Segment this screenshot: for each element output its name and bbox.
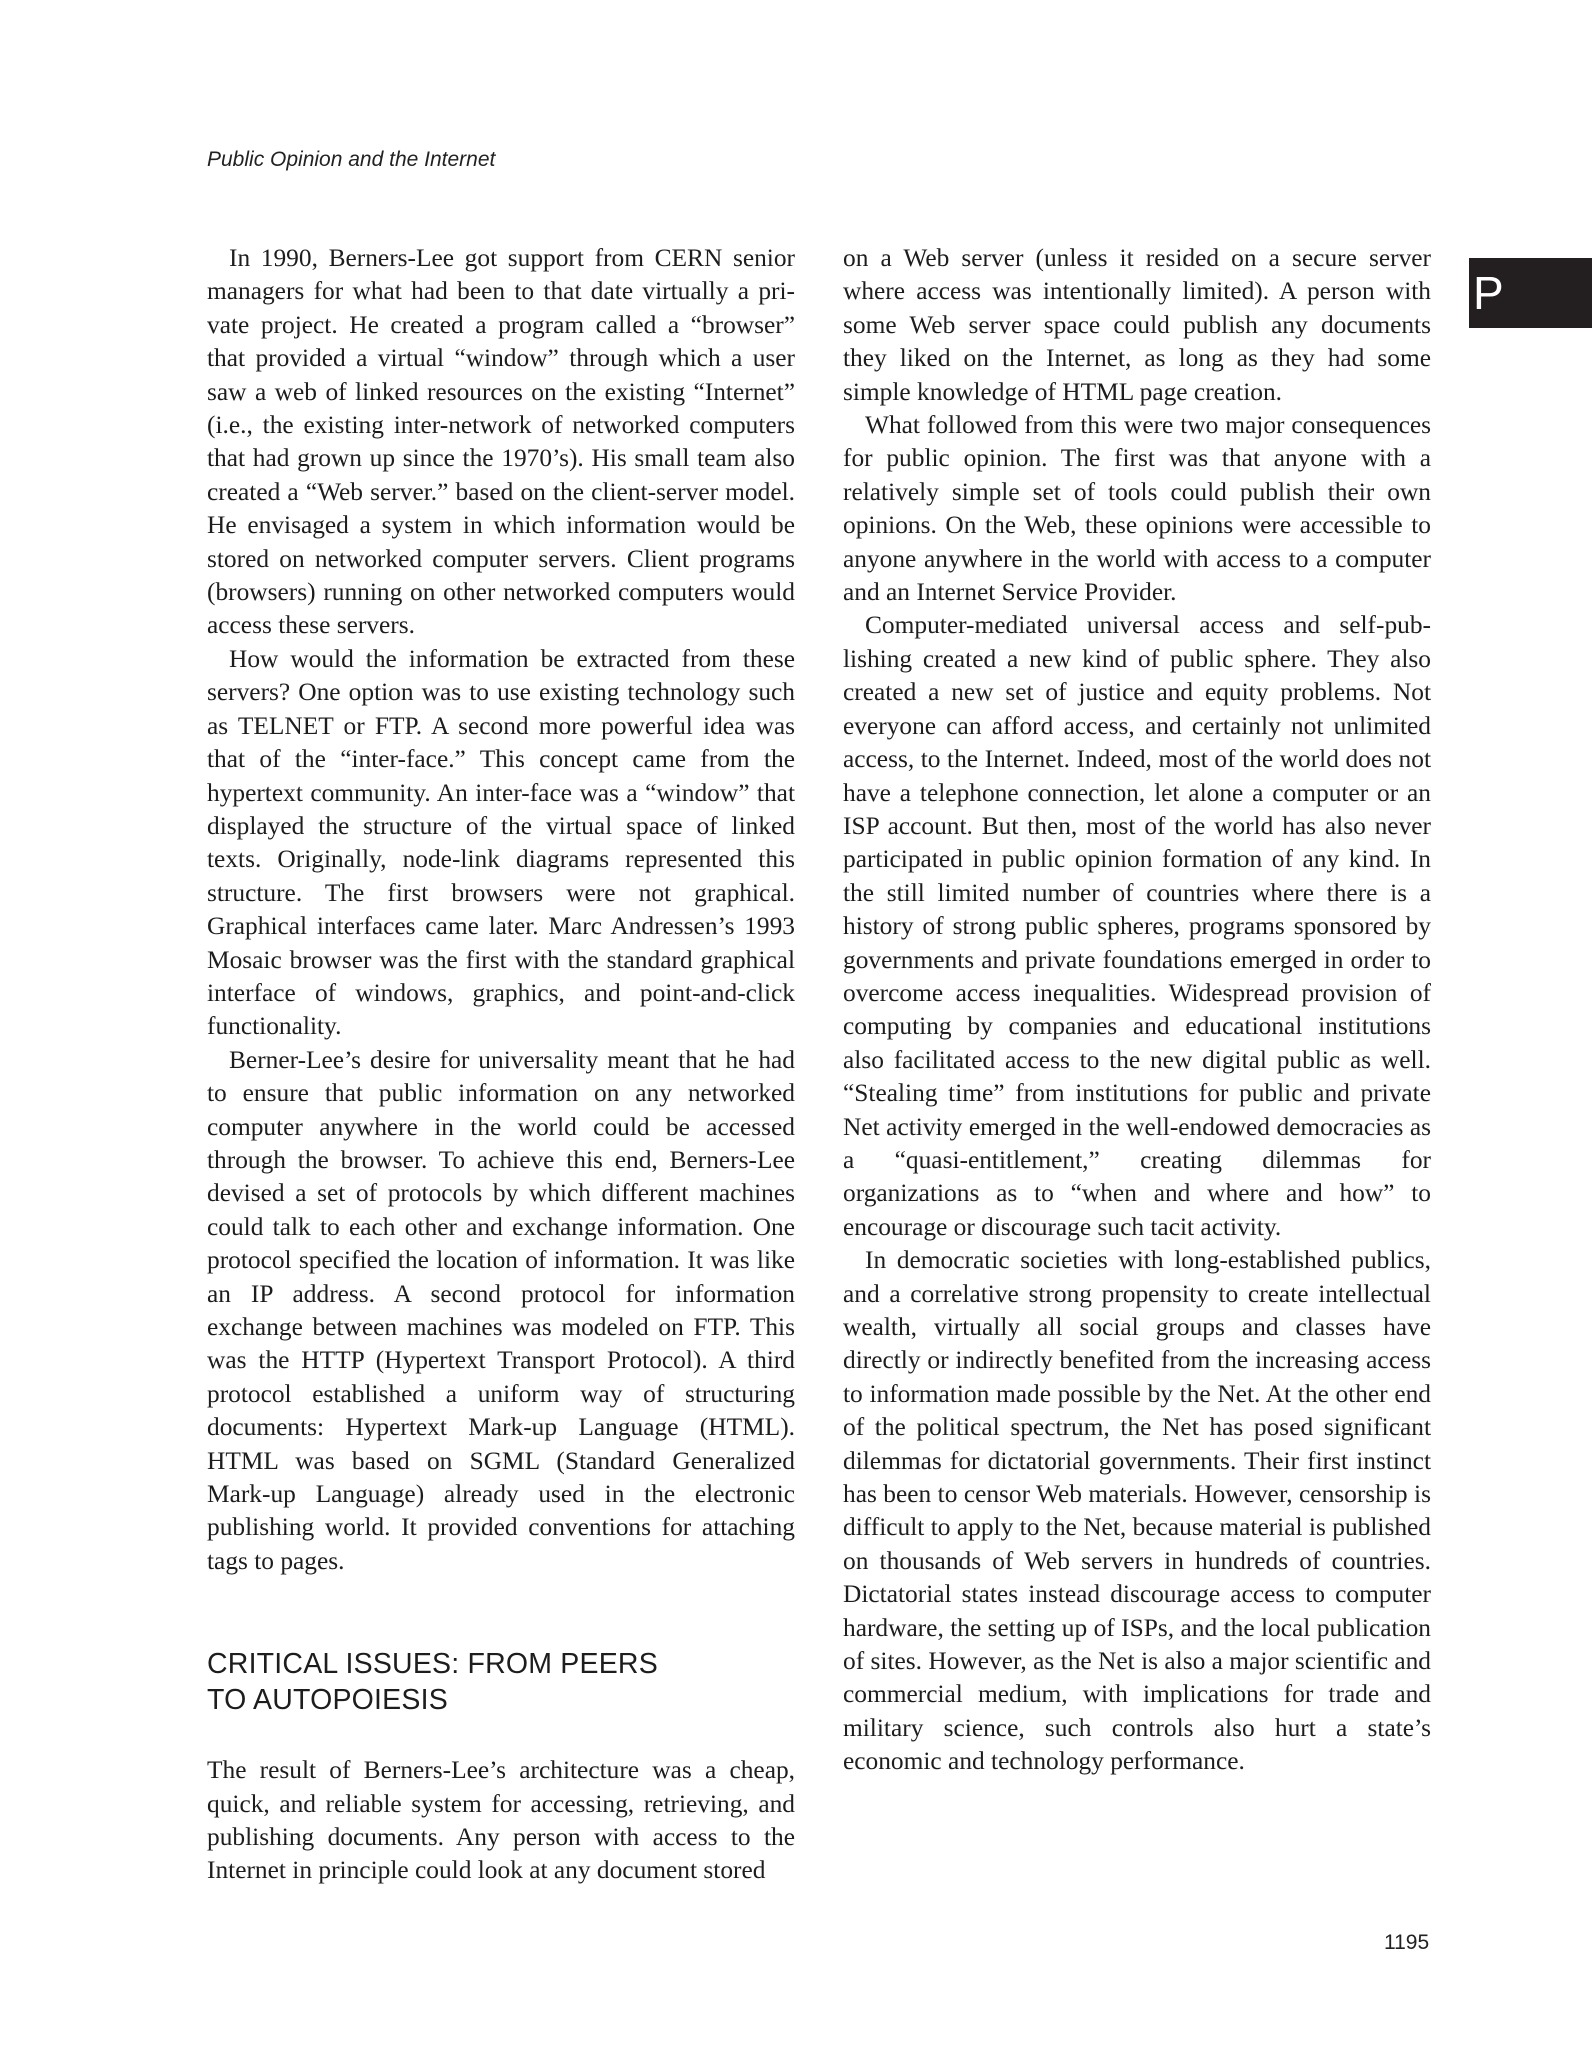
body-paragraph: In 1990, Berners-Lee got support from CERN senior managers for what had been to that date virtually a private project. He created a program called a “browser” that provided a virtual “window” through which a user saw a web of linked resources on the existing “Internet” (i.e., the existing inter-network of networked computers that had grown up since the 1970’s). His small team also created a “Web server.” based on the client-server model. He envisaged a system in which information would be stored on networked computer servers. Client programs (browsers) running on other networked computers would access these servers. <box>207 244 795 640</box>
body-paragraph: Computer-mediated universal access and self-publishing created a new kind of public sphere. They also created a new set of justice and equity problems. Not everyone can afford access, and certainly not unlimited access, to the Internet. Indeed, most of the world does not have a telephone connection, let alone a computer or an ISP account. But then, most of the world has also never participated in public opinion formation of any kind. In the still limited number of countries where there is a history of strong public spheres, programs sponsored by governments and private foundations emerged in order to overcome access inequalities. Widespread provision of computing by companies and educational institutions also facilitated access to the new digital public as well. “Stealing time” from institutions for public and private Net activity emerged in the well-endowed democracies as a “quasi-entitlement,” creating dilemmas for organizations as to “when and where and how” to encourage or discourage such tacit activity. <box>843 611 1431 1241</box>
section-paragraph: The result of Berners-Lee’s architecture was a cheap, quick, and reliable system for accessing, retrieving, and publishing documents. Any person with access to the Internet in principle could look at any document stored <box>207 1756 795 1885</box>
section-heading <box>207 1646 795 1718</box>
page-number: 1195 <box>1384 1931 1430 1954</box>
section-heading-line2: TO AUTOPOIESIS <box>207 1684 448 1717</box>
left-column <box>207 242 795 1888</box>
section-heading-line1: CRITICAL ISSUES: FROM PEERS <box>207 1648 658 1681</box>
section-thumb-tab: P <box>1469 258 1592 328</box>
running-head-title: Public Opinion and the Internet <box>207 148 496 171</box>
body-paragraph: How would the information be extracted from these servers? One option was to use existing technology such as TELNET or FTP. A second more powerful idea was that of the “inter-face.” This concept came from the hypertext community. An inter-face was a “window” that displayed the structure of the virtual space of linked texts. Originally, node-link diagrams represented this structure. The first browsers were not graphical. Graphical interfaces came later. Marc Andressen’s 1993 Mosaic browser was the first with the standard graphical interface of windows, graphics, and point-and-click functionality. <box>207 644 795 1041</box>
body-paragraph: In democratic societies with long-established publics, and a correlative strong propensity to create intellectual wealth, virtually all social groups and classes have directly or indirectly benefited from the increasing access to information made possible by the Net. At the other end of the political spectrum, the Net has posed significant dilemmas for dictatorial governments. Their first instinct has been to censor Web materials. However, censorship is difficult to apply to the Net, because material is published on thousands of Web servers in hundreds of countries. Dictatorial states instead discourage access to computer hardware, the setting up of ISPs, and the local publication of sites. However, as the Net is also a major scientific and commercial medium, with implications for trade and military science, such controls also hurt a state’s economic and technology performance. <box>843 1246 1431 1776</box>
body-paragraph: Berner-Lee’s desire for universality meant that he had to ensure that public information on any networked computer anywhere in the world could be accessed through the browser. To achieve this end, Berners-Lee devised a set of protocols by which different machines could talk to each other and exchange information. One protocol specified the location of information. It was like an IP address. A second protocol for information exchange between machines was modeled on FTP. This was the HTTP (Hypertext Transport Protocol). A third protocol established a uniform way of structuring documents: Hypertext Mark-up Language (HTML). HTML was based on SGML (Standard Generalized Mark-up Language) already used in the electronic publishing world. It provided conventions for attaching tags to pages. <box>207 1045 795 1575</box>
right-column <box>843 242 1431 1779</box>
body-paragraph: What followed from this were two major consequences for public opinion. The first was that anyone with a relatively simple set of tools could publish their own opinions. On the Web, these opinions were accessible to anyone anywhere in the world with access to a computer and an Internet Service Provider. <box>843 411 1431 607</box>
continued-paragraph: on a Web server (unless it resided on a secure server where access was intentionally limited). A person with some Web server space could publish any documents they liked on the Internet, as long as they had some simple knowledge of HTML page creation. <box>843 244 1431 406</box>
